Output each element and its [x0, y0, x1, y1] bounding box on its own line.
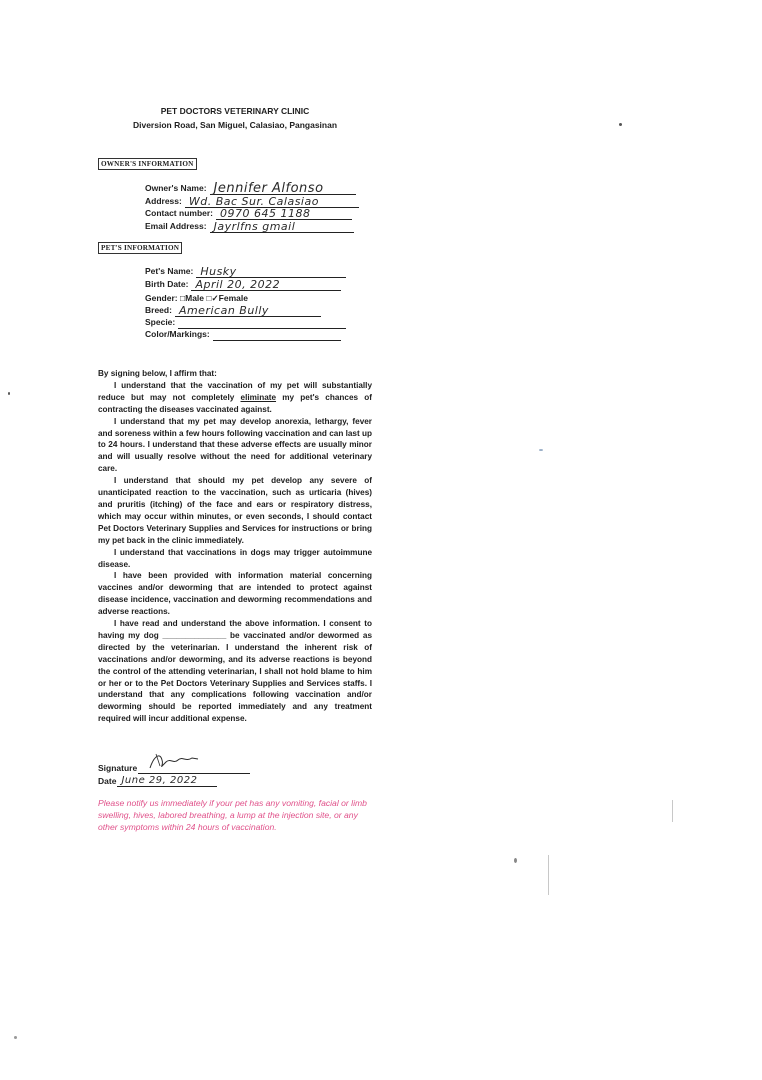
male-option-label: Male: [185, 293, 205, 303]
gender-label: Gender:: [145, 293, 178, 303]
signature-block: [98, 762, 250, 788]
color-markings-label: Color/Markings:: [145, 329, 210, 339]
affirmation-paragraph-4: I understand that vaccinations in dogs may trigger autoimmune disease.: [98, 547, 372, 569]
p1-underlined: eliminate: [240, 392, 277, 402]
signature-field[interactable]: [138, 762, 250, 774]
speck-3: [514, 858, 517, 863]
affirmation-paragraph-3: I understand that should my pet develop any severe of unanticipated reaction to the vaccination, such as urticaria (hives) and pruritis (itching) of the face and ears or respiratory distress, which may occur within minutes, or even seconds, I should contact Pet Doctors Veterinary Supplies and Services for instructions or bring my pet back in the clinic immediately.: [98, 476, 372, 545]
notice-text: Please notify us immediately if your pet has any vomiting, facial or limb swelling, hives, labored breathing, a lump at the injection site, or any other symptoms within 24 hours of vaccination.: [98, 798, 367, 832]
p1-after: my pet's chances of contracting the diseases vaccinated against.: [98, 392, 372, 414]
date-row: [98, 775, 250, 788]
breed-value: American Bully: [178, 304, 269, 317]
owner-name-label: Owner's Name:: [145, 183, 207, 193]
contact-number-row: [145, 207, 352, 220]
email-label: Email Address:: [145, 221, 207, 231]
email-value: Jayrlfns gmail: [213, 220, 296, 233]
affirmation-paragraph-2: I understand that my pet may develop anorexia, lethargy, fever and soreness within a few hours following vaccination and can last up to 24 hours. I understand that these adverse effects are usually minor and will usually resolve without the need for additional veterinary care.: [98, 416, 372, 474]
speck-5: [14, 1036, 17, 1039]
date-value: June 29, 2022: [121, 775, 198, 786]
contact-number-label: Contact number:: [145, 208, 213, 218]
address-label: Address:: [145, 196, 182, 206]
pet-name-value: Husky: [200, 265, 237, 278]
female-option-label: Female: [218, 293, 248, 303]
address-value: Wd. Bac Sur. Calasiao: [188, 195, 319, 208]
pet-name-row: [145, 265, 346, 278]
affirmation-paragraph-6: I have read and understand the above information. I consent to having my dog ______________ be vaccinated and/or dewormed as directed by the veterinarian. I understand the inherent risk of vaccinations and/or deworming, and its adverse reactions is beyond the control of the attending veterinarian, I shall not hold blame to him or her or to the Pet Doctors Veterinary Supplies and Services staffs. I understand that any complications following vaccination and/or deworming should be reported immediately and any treatment required will incur additional expense.: [98, 619, 372, 724]
female-checkbox-icon[interactable]: □✓: [206, 293, 219, 303]
pet-name-field[interactable]: [196, 265, 346, 278]
speck-2: [8, 392, 10, 395]
owner-name-row: [145, 182, 356, 195]
birth-date-label: Birth Date:: [145, 279, 189, 289]
affirmation-paragraph-5: I have been provided with information material concerning vaccines and/or deworming that are intended to protect against disease incidence, vaccination and deworming recommendations and adverse reactions.: [98, 571, 372, 617]
affirmation-paragraph-1: [98, 380, 372, 416]
owner-name-field[interactable]: [210, 182, 356, 195]
affirmation-text: [98, 368, 372, 725]
clinic-name: PET DOCTORS VETERINARY CLINIC: [160, 106, 310, 116]
pet-name-label: Pet's Name:: [145, 266, 194, 276]
scratch-2: [672, 800, 673, 822]
speck-4: [539, 449, 543, 451]
signature-label: Signature: [98, 763, 138, 773]
email-field[interactable]: [210, 220, 354, 233]
p1-before: I understand that the vaccination of my pet will substantially reduce but may not completely: [98, 380, 372, 402]
breed-label: Breed:: [145, 305, 172, 315]
color-markings-field[interactable]: [213, 328, 341, 341]
birth-date-row: [145, 278, 341, 291]
pet-section-title: PET'S INFORMATION: [98, 242, 182, 254]
signature-scribble: [146, 750, 206, 772]
specie-label: Specie:: [145, 317, 176, 327]
contact-number-field[interactable]: [216, 207, 352, 220]
contact-number-value: 0970 645 1188: [220, 207, 311, 220]
birth-date-value: April 20, 2022: [195, 278, 281, 291]
male-checkbox-icon[interactable]: □: [179, 293, 186, 303]
speck-1: [619, 123, 622, 126]
email-row: [145, 220, 354, 233]
date-label: Date: [98, 776, 117, 786]
clinic-address: Diversion Road, San Miguel, Calasiao, Pangasinan: [132, 120, 338, 130]
affirmation-lead: By signing below, I affirm that:: [98, 369, 217, 378]
color-markings-row: [145, 328, 341, 341]
owner-name-value: Jennifer Alfonso: [213, 181, 324, 196]
owner-section-title: OWNER'S INFORMATION: [98, 158, 197, 170]
birth-date-field[interactable]: [191, 278, 341, 291]
scratch-1: [548, 855, 549, 895]
date-field[interactable]: [117, 775, 217, 787]
gender-row: [145, 292, 248, 304]
